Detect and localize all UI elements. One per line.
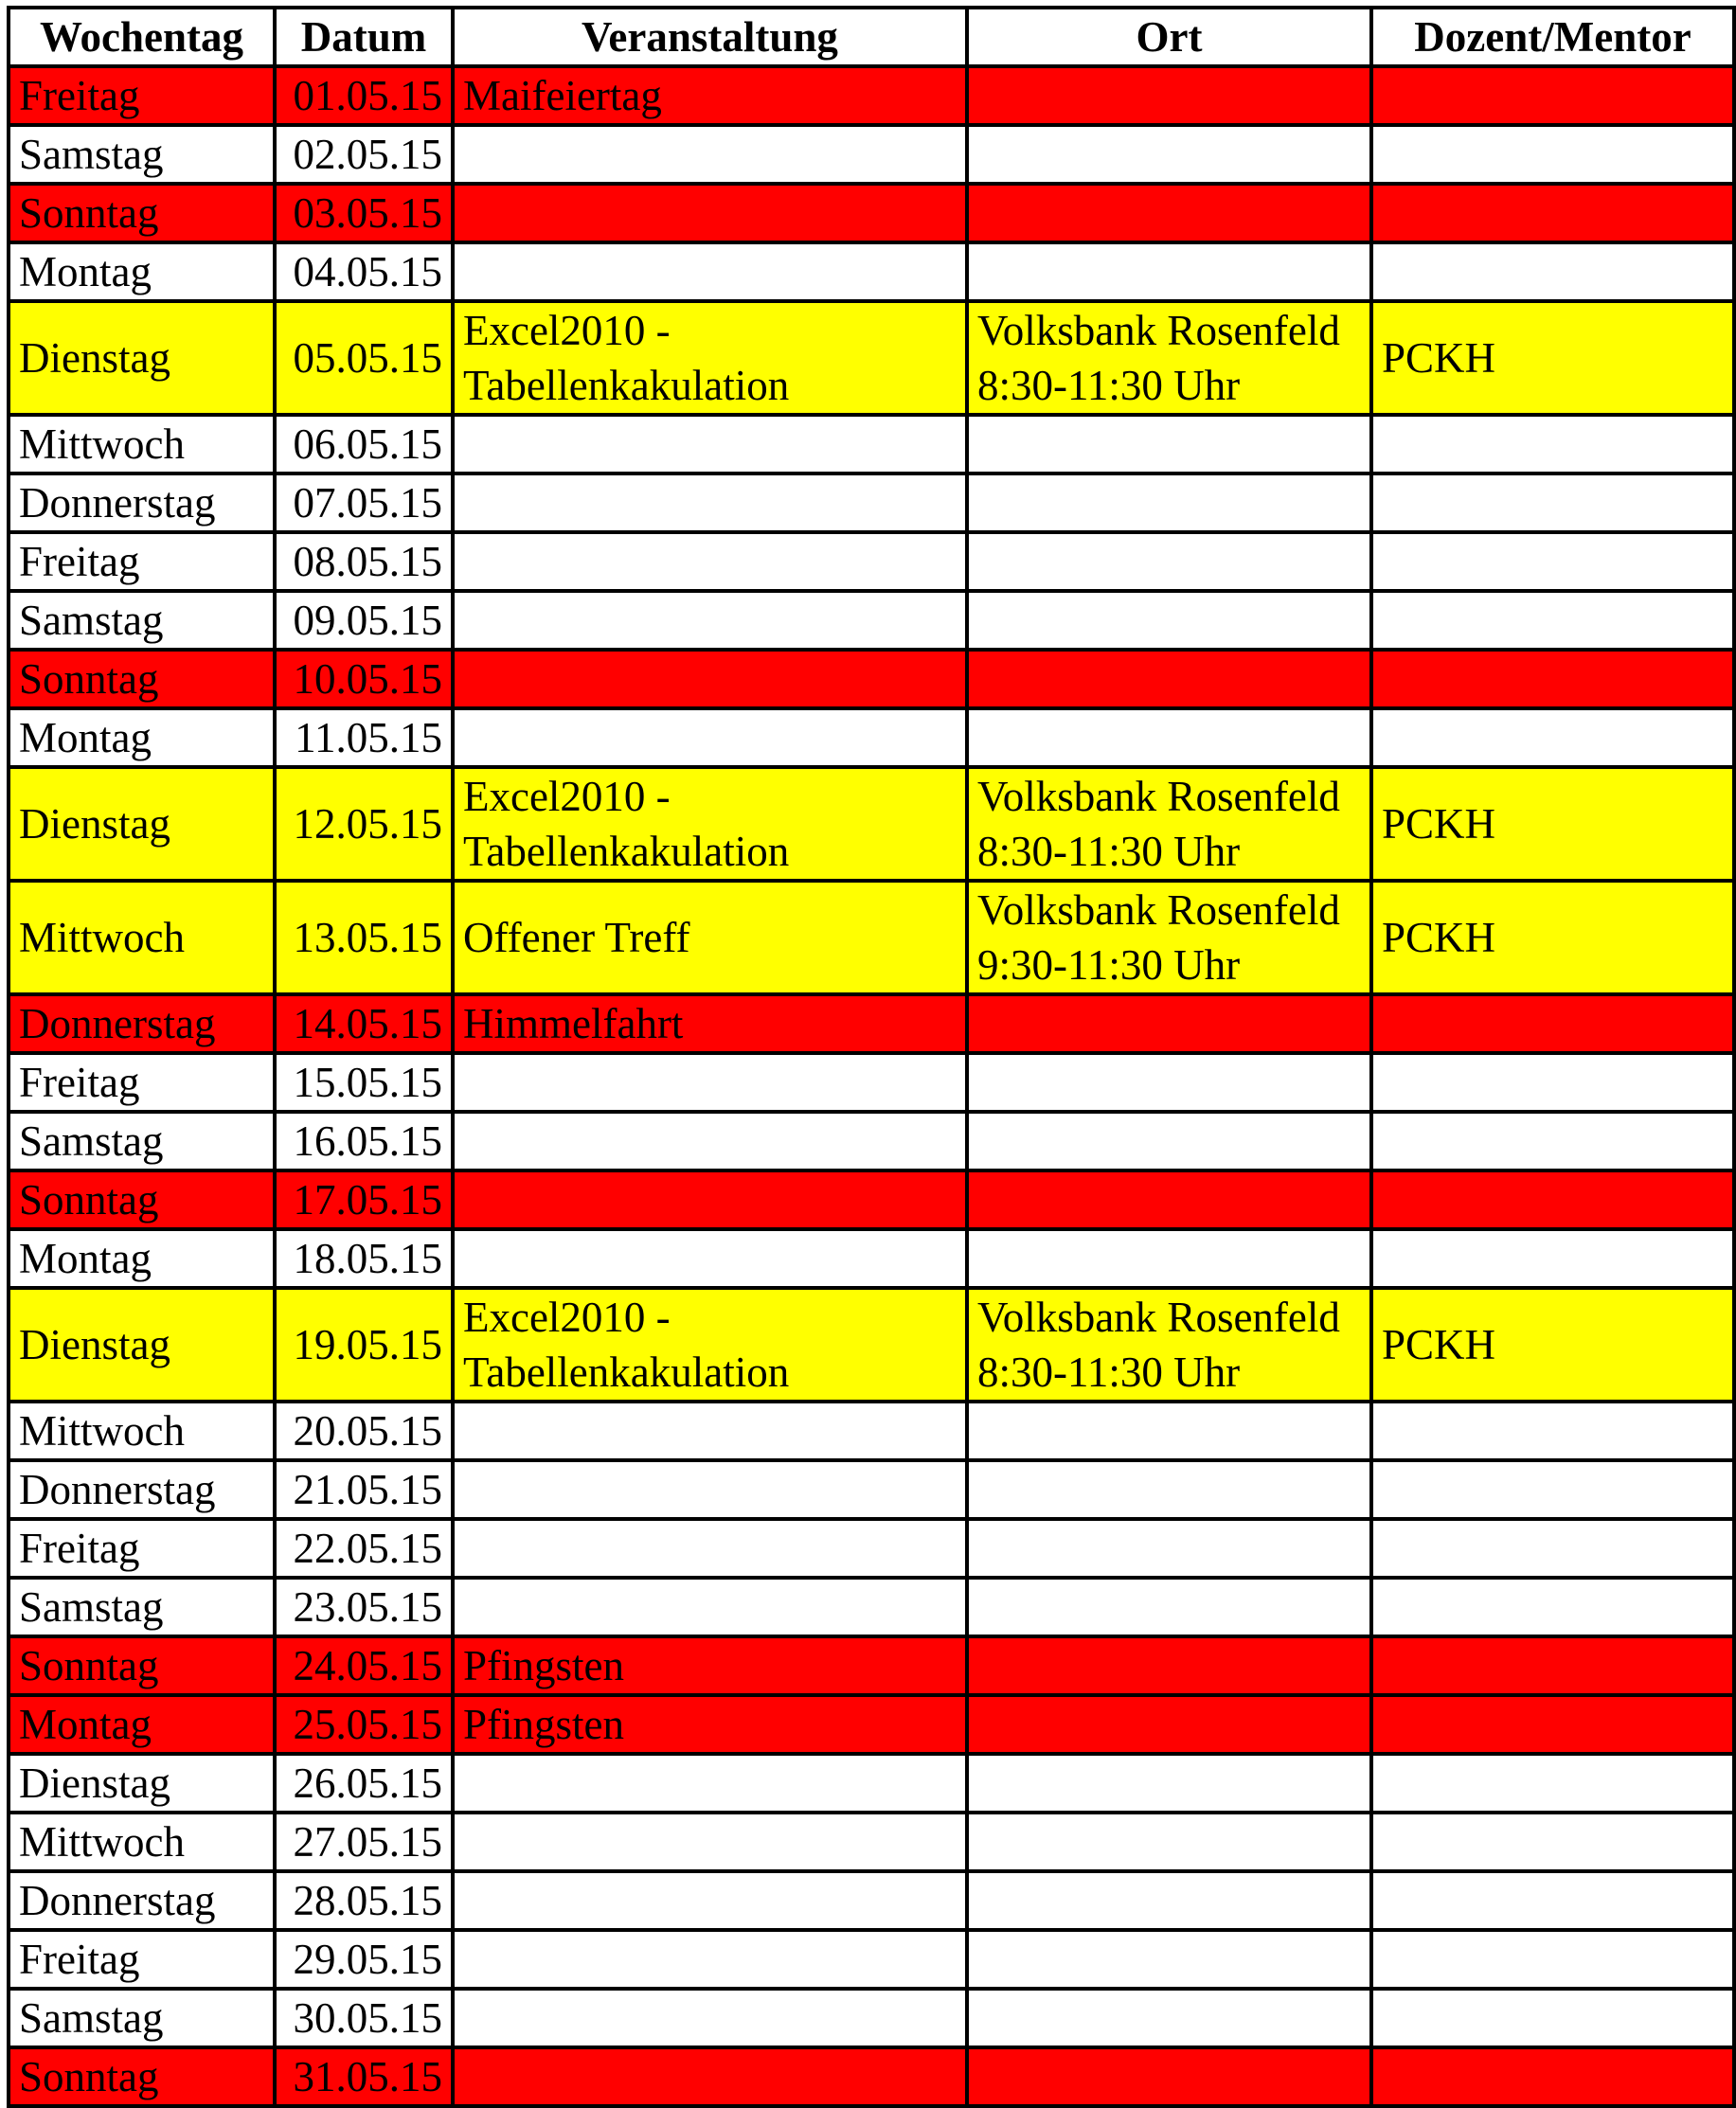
date-cell: 08.05.15 <box>275 532 453 591</box>
event-cell <box>453 301 967 415</box>
table-row <box>9 1288 1734 1402</box>
table-row <box>9 1813 1734 1871</box>
date-cell: 22.05.15 <box>275 1519 453 1578</box>
place-cell <box>967 1871 1371 1930</box>
event-cell <box>453 1989 967 2047</box>
table-row <box>9 708 1734 767</box>
header-weekday: Wochentag <box>9 8 275 66</box>
event-cell <box>453 415 967 473</box>
place-cell <box>967 1288 1371 1402</box>
event-line: Himmelfahrt <box>463 1000 684 1047</box>
event-line: Tabellenkakulation <box>463 362 790 409</box>
weekday-cell: Freitag <box>9 1053 275 1112</box>
table-row <box>9 1989 1734 2047</box>
weekday-cell: Mittwoch <box>9 1813 275 1871</box>
mentor-cell <box>1371 1053 1734 1112</box>
place-line: Volksbank Rosenfeld <box>977 307 1340 354</box>
mentor-cell <box>1371 2047 1734 2106</box>
table-row <box>9 994 1734 1053</box>
event-cell <box>453 767 967 881</box>
table-row <box>9 1402 1734 1460</box>
date-cell: 28.05.15 <box>275 1871 453 1930</box>
weekday-cell: Samstag <box>9 591 275 650</box>
place-cell <box>967 66 1371 125</box>
event-cell <box>453 1871 967 1930</box>
table-row <box>9 1930 1734 1989</box>
table-row <box>9 1636 1734 1695</box>
weekday-cell: Freitag <box>9 1930 275 1989</box>
header-event: Veranstaltung <box>453 8 967 66</box>
date-cell: 10.05.15 <box>275 650 453 708</box>
place-cell <box>967 1112 1371 1170</box>
event-cell <box>453 994 967 1053</box>
table-row <box>9 767 1734 881</box>
weekday-cell: Freitag <box>9 66 275 125</box>
date-cell: 17.05.15 <box>275 1170 453 1229</box>
weekday-cell: Donnerstag <box>9 1871 275 1930</box>
weekday-cell: Montag <box>9 242 275 301</box>
mentor-cell <box>1371 1112 1734 1170</box>
table-row <box>9 1460 1734 1519</box>
weekday-cell: Samstag <box>9 1112 275 1170</box>
schedule-table <box>7 6 1736 2108</box>
event-cell <box>453 1112 967 1170</box>
event-cell <box>453 1636 967 1695</box>
mentor-cell: PCKH <box>1371 881 1734 994</box>
event-cell <box>453 1402 967 1460</box>
table-row <box>9 881 1734 994</box>
place-cell <box>967 1402 1371 1460</box>
date-cell: 27.05.15 <box>275 1813 453 1871</box>
place-cell <box>967 1519 1371 1578</box>
mentor-cell <box>1371 994 1734 1053</box>
mentor-cell <box>1371 1754 1734 1813</box>
weekday-cell: Samstag <box>9 1578 275 1636</box>
place-cell <box>967 1930 1371 1989</box>
event-cell <box>453 1170 967 1229</box>
date-cell: 16.05.15 <box>275 1112 453 1170</box>
table-row <box>9 415 1734 473</box>
date-cell: 01.05.15 <box>275 66 453 125</box>
table-row <box>9 1229 1734 1288</box>
event-cell <box>453 881 967 994</box>
date-cell: 05.05.15 <box>275 301 453 415</box>
weekday-cell: Samstag <box>9 125 275 184</box>
event-cell <box>453 2047 967 2106</box>
event-cell <box>453 591 967 650</box>
event-line: Excel2010 - <box>463 307 671 354</box>
mentor-cell <box>1371 1519 1734 1578</box>
event-cell <box>453 1813 967 1871</box>
event-line: Pfingsten <box>463 1701 625 1748</box>
mentor-cell <box>1371 1636 1734 1695</box>
date-cell: 19.05.15 <box>275 1288 453 1402</box>
place-cell <box>967 1460 1371 1519</box>
weekday-cell: Mittwoch <box>9 881 275 994</box>
place-cell <box>967 994 1371 1053</box>
date-cell: 18.05.15 <box>275 1229 453 1288</box>
date-cell: 14.05.15 <box>275 994 453 1053</box>
place-line: 8:30-11:30 Uhr <box>977 1349 1241 1396</box>
table-row <box>9 1754 1734 1813</box>
header-place: Ort <box>967 8 1371 66</box>
mentor-cell <box>1371 532 1734 591</box>
place-cell <box>967 1578 1371 1636</box>
table-row <box>9 2047 1734 2106</box>
weekday-cell: Dienstag <box>9 1288 275 1402</box>
place-cell <box>967 1053 1371 1112</box>
header-date: Datum <box>275 8 453 66</box>
event-cell <box>453 1695 967 1754</box>
date-cell: 09.05.15 <box>275 591 453 650</box>
weekday-cell: Montag <box>9 1229 275 1288</box>
mentor-cell <box>1371 1871 1734 1930</box>
mentor-cell <box>1371 125 1734 184</box>
mentor-cell <box>1371 473 1734 532</box>
date-cell: 25.05.15 <box>275 1695 453 1754</box>
table-row <box>9 1695 1734 1754</box>
date-cell: 12.05.15 <box>275 767 453 881</box>
event-cell <box>453 473 967 532</box>
date-cell: 11.05.15 <box>275 708 453 767</box>
place-cell <box>967 591 1371 650</box>
event-cell <box>453 1053 967 1112</box>
event-line: Maifeiertag <box>463 72 662 119</box>
mentor-cell <box>1371 415 1734 473</box>
mentor-cell <box>1371 650 1734 708</box>
table-row <box>9 242 1734 301</box>
date-cell: 20.05.15 <box>275 1402 453 1460</box>
table-row <box>9 301 1734 415</box>
place-cell <box>967 415 1371 473</box>
table-row <box>9 1578 1734 1636</box>
event-line: Tabellenkakulation <box>463 828 790 875</box>
mentor-cell <box>1371 591 1734 650</box>
weekday-cell: Dienstag <box>9 767 275 881</box>
event-cell <box>453 125 967 184</box>
event-cell <box>453 708 967 767</box>
place-cell <box>967 2047 1371 2106</box>
date-cell: 29.05.15 <box>275 1930 453 1989</box>
table-row <box>9 1170 1734 1229</box>
table-row <box>9 1871 1734 1930</box>
weekday-cell: Sonntag <box>9 1170 275 1229</box>
place-cell <box>967 242 1371 301</box>
event-line: Tabellenkakulation <box>463 1349 790 1396</box>
weekday-cell: Donnerstag <box>9 1460 275 1519</box>
table-row <box>9 1519 1734 1578</box>
place-cell <box>967 1229 1371 1288</box>
table-row <box>9 650 1734 708</box>
place-cell <box>967 532 1371 591</box>
place-cell <box>967 125 1371 184</box>
table-row <box>9 1112 1734 1170</box>
mentor-cell: PCKH <box>1371 767 1734 881</box>
table-header <box>9 8 1734 66</box>
date-cell: 31.05.15 <box>275 2047 453 2106</box>
mentor-cell <box>1371 1170 1734 1229</box>
weekday-cell: Dienstag <box>9 301 275 415</box>
place-line: Volksbank Rosenfeld <box>977 773 1340 820</box>
mentor-cell: PCKH <box>1371 1288 1734 1402</box>
header-mentor: Dozent/Mentor <box>1371 8 1734 66</box>
event-cell <box>453 1754 967 1813</box>
mentor-cell <box>1371 1930 1734 1989</box>
mentor-cell <box>1371 1578 1734 1636</box>
place-line: Volksbank Rosenfeld <box>977 1294 1340 1341</box>
date-cell: 07.05.15 <box>275 473 453 532</box>
weekday-cell: Sonntag <box>9 184 275 242</box>
event-cell <box>453 1519 967 1578</box>
table-row <box>9 125 1734 184</box>
place-line: 8:30-11:30 Uhr <box>977 828 1241 875</box>
place-cell <box>967 1813 1371 1871</box>
place-cell <box>967 1695 1371 1754</box>
weekday-cell: Sonntag <box>9 2047 275 2106</box>
event-cell <box>453 66 967 125</box>
table-body <box>9 66 1734 2106</box>
event-cell <box>453 242 967 301</box>
weekday-cell: Dienstag <box>9 1754 275 1813</box>
weekday-cell: Montag <box>9 708 275 767</box>
place-line: 9:30-11:30 Uhr <box>977 941 1241 989</box>
weekday-cell: Freitag <box>9 532 275 591</box>
place-cell <box>967 301 1371 415</box>
table-row <box>9 473 1734 532</box>
event-line: Offener Treff <box>463 914 690 961</box>
date-cell: 04.05.15 <box>275 242 453 301</box>
table-row <box>9 184 1734 242</box>
place-line: 8:30-11:30 Uhr <box>977 362 1241 409</box>
event-cell <box>453 184 967 242</box>
weekday-cell: Sonntag <box>9 1636 275 1695</box>
weekday-cell: Donnerstag <box>9 473 275 532</box>
place-cell <box>967 650 1371 708</box>
weekday-cell: Donnerstag <box>9 994 275 1053</box>
mentor-cell <box>1371 1229 1734 1288</box>
table-row <box>9 1053 1734 1112</box>
date-cell: 24.05.15 <box>275 1636 453 1695</box>
mentor-cell <box>1371 1402 1734 1460</box>
event-cell <box>453 532 967 591</box>
place-cell <box>967 1989 1371 2047</box>
place-cell <box>967 708 1371 767</box>
mentor-cell <box>1371 1695 1734 1754</box>
event-cell <box>453 1930 967 1989</box>
header-row <box>9 8 1734 66</box>
mentor-cell <box>1371 242 1734 301</box>
date-cell: 26.05.15 <box>275 1754 453 1813</box>
place-cell <box>967 881 1371 994</box>
date-cell: 21.05.15 <box>275 1460 453 1519</box>
mentor-cell <box>1371 708 1734 767</box>
weekday-cell: Freitag <box>9 1519 275 1578</box>
event-cell <box>453 1288 967 1402</box>
mentor-cell <box>1371 66 1734 125</box>
mentor-cell <box>1371 184 1734 242</box>
date-cell: 06.05.15 <box>275 415 453 473</box>
date-cell: 23.05.15 <box>275 1578 453 1636</box>
place-cell <box>967 184 1371 242</box>
weekday-cell: Mittwoch <box>9 1402 275 1460</box>
date-cell: 13.05.15 <box>275 881 453 994</box>
table-row <box>9 66 1734 125</box>
place-line: Volksbank Rosenfeld <box>977 886 1340 934</box>
event-line: Pfingsten <box>463 1642 625 1689</box>
weekday-cell: Mittwoch <box>9 415 275 473</box>
place-cell <box>967 767 1371 881</box>
weekday-cell: Sonntag <box>9 650 275 708</box>
table-row <box>9 532 1734 591</box>
weekday-cell: Samstag <box>9 1989 275 2047</box>
mentor-cell <box>1371 1813 1734 1871</box>
mentor-cell: PCKH <box>1371 301 1734 415</box>
date-cell: 30.05.15 <box>275 1989 453 2047</box>
place-cell <box>967 1636 1371 1695</box>
date-cell: 02.05.15 <box>275 125 453 184</box>
weekday-cell: Montag <box>9 1695 275 1754</box>
place-cell <box>967 1754 1371 1813</box>
event-line: Excel2010 - <box>463 1294 671 1341</box>
table-row <box>9 591 1734 650</box>
event-cell <box>453 1460 967 1519</box>
date-cell: 03.05.15 <box>275 184 453 242</box>
mentor-cell <box>1371 1460 1734 1519</box>
mentor-cell <box>1371 1989 1734 2047</box>
date-cell: 15.05.15 <box>275 1053 453 1112</box>
place-cell <box>967 473 1371 532</box>
event-cell <box>453 1578 967 1636</box>
event-cell <box>453 650 967 708</box>
place-cell <box>967 1170 1371 1229</box>
event-cell <box>453 1229 967 1288</box>
event-line: Excel2010 - <box>463 773 671 820</box>
